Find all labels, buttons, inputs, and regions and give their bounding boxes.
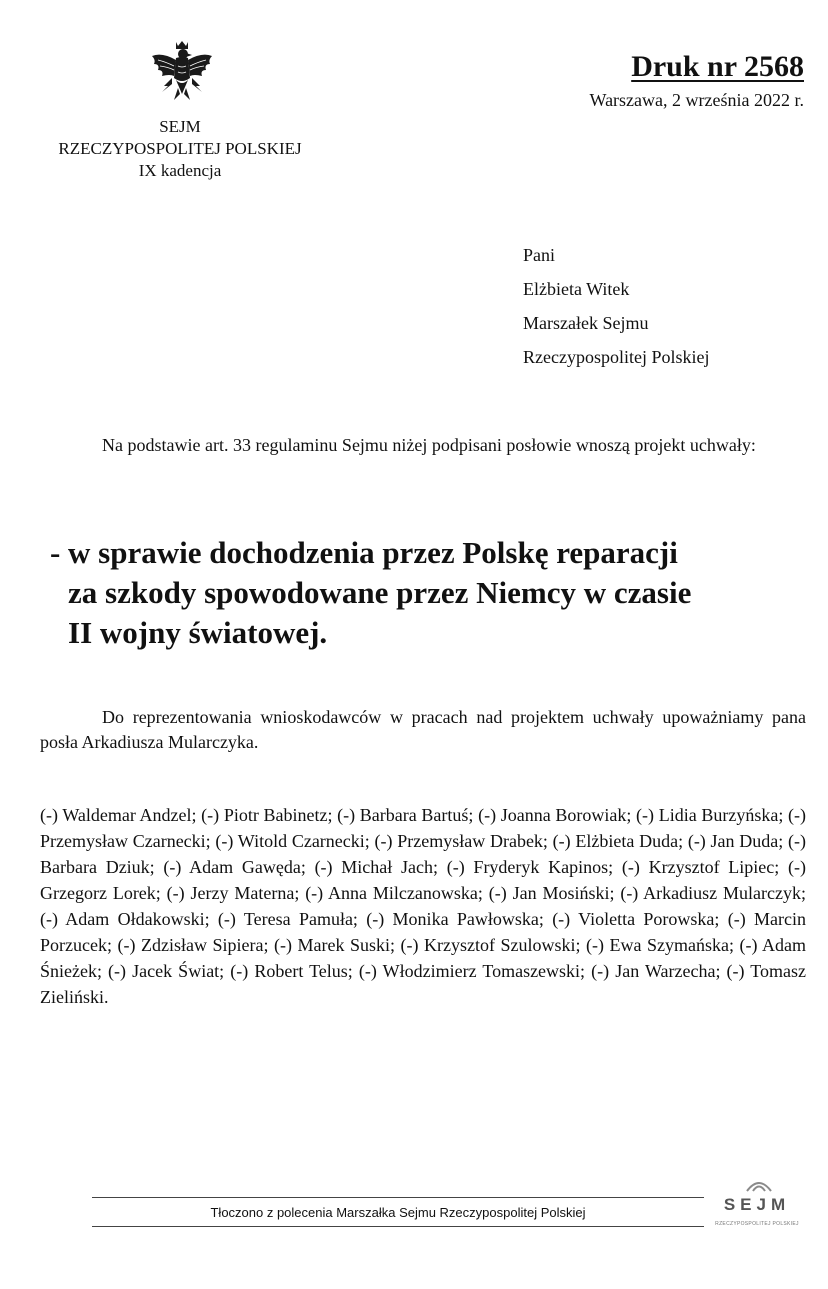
issuer-country: RZECZYPOSPOLITEJ POLSKIEJ [58,139,302,158]
sejm-logo-icon [712,1173,802,1237]
sejm-logo-subtitle: RZECZYPOSPOLITEJ POLSKIEJ [715,1221,799,1227]
print-number: Druk nr 2568 [631,50,804,83]
title-line-3: II wojny światowej. [68,615,328,650]
intro-text: Na podstawie art. 33 regulaminu Sejmu niżej podpisani posłowie wnoszą projekt uchwały: [102,435,756,455]
issuer-term: IX kadencja [138,161,222,180]
footer-divider-top [92,1197,704,1198]
footer-print-note: Tłoczono z polecenia Marszałka Sejmu Rzeczypospolitej Polskiej [210,1205,586,1220]
addressee-institution: Rzeczypospolitej Polskiej [523,347,710,367]
addressee-block [523,243,709,379]
issuer-name: SEJM [159,117,201,136]
sejm-logo-word: SEJM [723,1195,791,1214]
title-line-2: za szkody spowodowane przez Niemcy w czasie [68,575,692,610]
polish-eagle-emblem-icon [148,40,216,106]
signatories-list: (-) Waldemar Andzel; (-) Piotr Babinetz; (-) Barbara Bartuś; (-) Joanna Borowiak; (-) Lidia Burzyńska; (-) Przemysław Czarnecki; (-) Witold Czarnecki; (-) Przemysław Drabek; (-) Elżbieta Duda; (-) Jan Duda; (-) Barbara Dziuk; (-) Adam Gawęda; (-) Michał Jach; (-) Fryderyk Kapinos; (-) Krzysztof Lipiec; (-) Grzegorz Lorek; (-) Jerzy Materna; (-) Anna Milczanowska; (-) Jan Mosiński; (-) Arkadiusz Mularczyk; (-) Adam Ołdakowski; (-) Teresa Pamuła; (-) Monika Pawłowska; (-) Violetta Porowska; (-) Marcin Porzucek; (-) Zdzisław Sipiera; (-) Marek Suski; (-) Krzysztof Szulowski; (-) Ewa Szymańska; (-) Adam Śnieżek; (-) Jacek Świat; (-) Robert Telus; (-) Włodzimierz Tomaszewski; (-) Jan Warzecha; (-) Tomasz Zieliński. [40,805,806,1007]
title-dash: - [50,535,61,570]
title-line-1: w sprawie dochodzenia przez Polskę reparacji [68,535,678,570]
sejm-arc-icon [744,1175,774,1193]
issuer-block [20,116,340,182]
footer-divider-bottom [92,1226,704,1227]
addressee-name: Elżbieta Witek [523,279,630,299]
addressee-salutation: Pani [523,245,556,265]
representation-text: Do reprezentowania wnioskodawców w pracach nad projektem uchwały upoważniamy pana posła Arkadiusza Mularczyka. [40,707,806,752]
addressee-title: Marszałek Sejmu [523,313,649,333]
place-and-date: Warszawa, 2 września 2022 r. [589,90,804,110]
intro-paragraph [40,433,806,458]
representation-paragraph [40,705,806,755]
